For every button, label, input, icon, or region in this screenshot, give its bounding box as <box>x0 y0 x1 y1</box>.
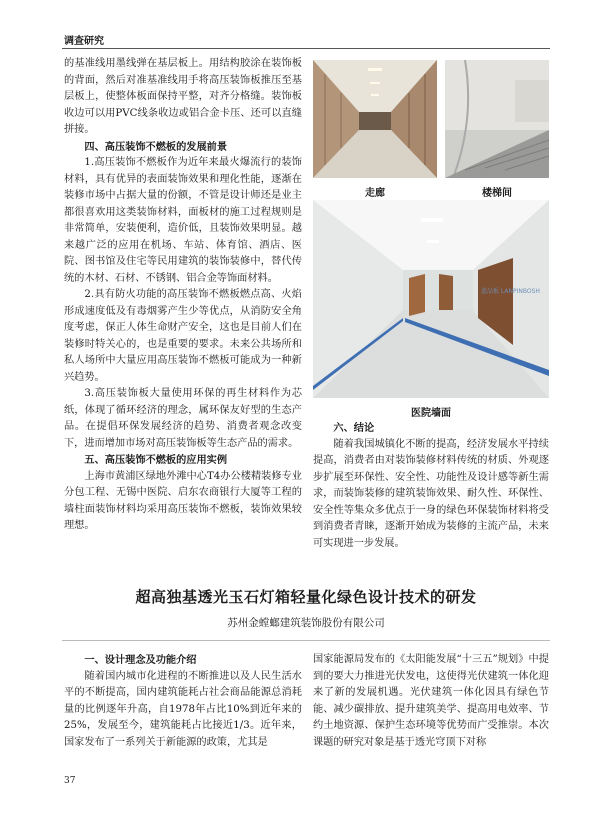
right-text-column <box>313 420 549 552</box>
article2-left-column <box>64 652 302 751</box>
intro-paragraph: 的基准线用墨线弹在基层板上。用结构胶涂在装饰板的背面，然后对准基准线用手将高压装饰板推压至基层板上，使整体板面保持平整，对齐分格缝。装饰板收边可以用PVC线条收边或铝合金卡压、还可以直缝拼接。 <box>64 58 302 135</box>
caption-stairwell: 楼梯间 <box>482 188 512 199</box>
section-heading-examples: 五、高压装饰不燃板的应用实例 <box>84 454 228 466</box>
caption-corridor: 走廊 <box>365 188 385 199</box>
caption-hospital-wall: 医院墙面 <box>411 408 451 419</box>
paragraph-design-right: 国家能源局发布的《太阳能发展“十三五”规划》中提到的要大力推进光伏发电，这使得光伏建筑一体化迎来了新的发展机遇。光伏建筑一体化因具有绿色节能、减少碳排放、提升建筑美学、提高用电效率、节约土地资源、保护生态环境等优势而广受推崇。本次课题的研究对象是基于透光穹顶下对称 <box>313 654 549 748</box>
hospital-wall-photo <box>313 200 549 398</box>
section-heading-prospects: 四、高压装饰不燃板的发展前景 <box>84 140 228 153</box>
header-rule <box>62 48 550 49</box>
article-author: 苏州金螳螂建筑装饰股份有限公司 <box>227 617 385 629</box>
paragraph-examples: 上海市黄浦区绿地外滩中心T4办公楼精装修专业分包工程、无锡中医院、启东农商银行大厦等工程的墙柱面装饰材料均采用高压装饰不燃板，装饰效果较理想。 <box>64 470 302 531</box>
paragraph-prospect-1: 1.高压装饰不燃板作为近年来最火爆流行的装饰材料，具有优异的表面装饰效果和理化性能，逐渐在装修市场中占据大量的份额，不管是设计师还是业主都很喜欢用这类装饰材料，面板材的施工过程规则是非常简单，安装便利，造价低，且装饰效果明显。越来越广泛的应用在机场、车站、体育馆、酒店、医院、图书馆及住宅等民用建筑的装饰装修中，替代传统的木材、石材、不锈钢、铝合金等饰面材料。 <box>64 157 302 284</box>
paragraph-conclusion: 随着我国城镇化不断的提高，经济发展水平持续提高，消费者由对装饰装修材料传统的材质、外观逐步扩展至环保性、安全性、功能性及设计感等新生需求，而装饰装修的建筑装饰效果、耐久性、环保性、安全性等集众多优点于一身的绿色环保装饰材料将受到消费者青睐，逐渐开始成为装修的主流产品，未来可实现进一步发展。 <box>313 438 549 549</box>
article-separator <box>62 640 550 641</box>
paragraph-prospect-3: 3.高压装饰板大量使用环保的再生材料作为芯纸，体现了循环经济的理念，属环保友好型的生态产品。在提倡环保发展经济的趋势、消费者观念改变下，进而增加市场对高压装饰板等生态产品的需求。 <box>64 388 302 449</box>
left-text-column <box>64 56 302 535</box>
stairwell-photo <box>445 60 549 178</box>
page-number: 37 <box>64 776 76 786</box>
section-heading-design-concept: 一、设计理念及功能介绍 <box>84 654 197 666</box>
paragraph-prospect-2: 2.具有防火功能的高压装饰不燃板燃点高、火焰形成速度低及有毒烟雾产生少等优点，从消防安全角度考虑，保正人体生命财产安全，这也是目前人们在装修时特关心的，也是重要的要求。未来公共场所和私人场所中大量应用高压装饰不燃板可能成为一种新兴趋势。 <box>64 289 302 383</box>
paragraph-design-left: 随着国内城市化进程的不断推进以及人民生活水平的不断提高，国内建筑能耗占社会商品能源总消耗量的比例逐年升高，自1978年占比10%到近年来的25%，发展至今，建筑能耗占比接近1/3。近年来，国家发布了一系列关于新能源的政策，尤其是 <box>64 670 302 748</box>
corridor-photo <box>313 60 437 178</box>
section-heading-conclusion: 六、结论 <box>333 422 375 434</box>
article-title: 超高独基透光玉石灯箱轻量化绿色设计技术的研发 <box>135 588 477 606</box>
article2-right-column <box>313 652 549 751</box>
brand-watermark: 蓝品板 LANPINBOSH <box>481 288 540 295</box>
journal-section-header: 调查研究 <box>64 36 104 47</box>
